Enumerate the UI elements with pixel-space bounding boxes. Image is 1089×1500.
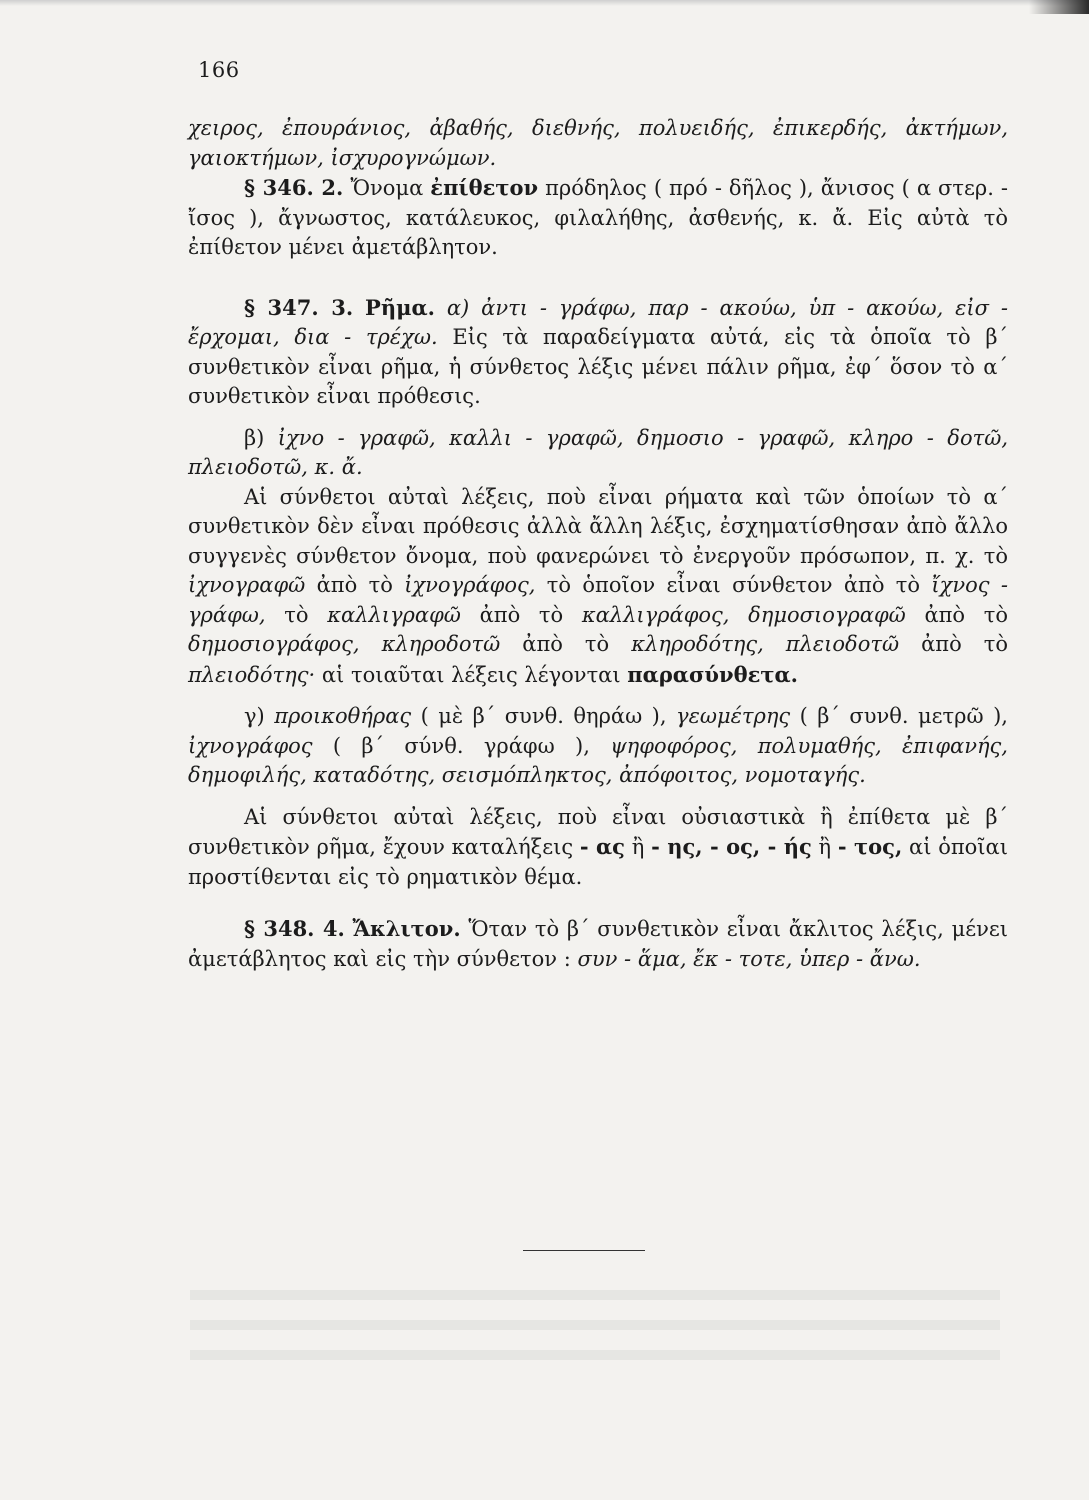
section-divider [523,1250,645,1251]
example-word: καλλιγράφος, δημοσιογραφῶ [581,602,906,627]
example-word: ἰχνογράφος [188,733,313,758]
connector-text: τὸ [284,602,309,627]
connector-text: ἀπὸ τὸ [924,602,1008,627]
connector-or: ἢ [631,835,645,859]
subsection-b-label: β) [244,425,265,450]
parasyntheta-term: παρασύνθετα. [627,661,798,687]
ending-es-os: - ης, - ος, - ής [651,834,812,859]
example-note: ( β΄ σύνθ. γράφω ), [332,733,590,758]
endings-text: αἱ ὁποῖαι προστίθενται εἰς τὸ ρηματικὸν θέμα. [188,835,1008,889]
section-347 [188,293,1008,412]
connector-text: αἱ τοιαῦται λέξεις λέγονται [321,662,621,687]
example-word: προικοθήρας [274,704,412,728]
paragraph-endings [188,803,1008,893]
page-number: 166 [198,58,240,82]
section-347-text: Εἰς τὰ παραδείγματα αὐτά, εἰς τὰ ὁποῖα τὸ β΄ συνθετικὸν εἶναι ρῆμα, ἡ σύνθετος λέξις μένει πάλιν ρῆμα, ἐφ΄ ὅσον τὸ α΄ συνθετικὸν εἶναι πρόθεσις. [188,325,1008,408]
paragraph-word-list [188,114,1008,173]
example-word: καλλιγραφῶ [327,602,461,627]
example-word: ψηφοφόρος, πολυμαθής, ἐπιφανής, δημοφιλής, καταδότης, σεισμόπληκτος, ἀπόφοιτος, νομοταγής. [188,733,1008,787]
section-348-term: Ἄκλιτον. [352,916,461,941]
subsection-b-examples: ἰχνο - γραφῶ, καλλι - γραφῶ, δημοσιο - γραφῶ, κληρο - δοτῶ, πλειοδοτῶ, κ. ἄ. [188,425,1008,479]
ending-tos: - τος, [837,834,903,859]
example-word: κληροδότης, πλειοδοτῶ [631,632,900,656]
section-346-label: Ὄνομα [350,176,424,200]
connector-text: ἀπὸ τὸ [522,632,610,656]
example-word: γεωμέτρης [676,704,791,728]
example-word: πλειοδότης· [188,662,316,687]
example-word: ἰχνογράφος, [404,573,536,597]
parasyntheta-intro: Αἱ σύνθετοι αὐταὶ λέξεις, ποὺ εἶναι ρήματα καὶ τῶν ὁποίων τὸ α΄ συνθετικὸν δὲν εἶναι πρόθεσις ἀλλὰ ἄλλη λέξις, ἐσχηματίσθησαν ἀπὸ ἄλλο συγγενὲς σύνθετον ὄνομα, ποὺ φανερώνει τὸ ἐνεργοῦν πρόσωπον, π. χ. τὸ [188,484,1008,568]
section-346-text: πρόδηλος ( πρό - δῆλος ), ἄνισος ( α στερ. - ἴσος ), ἄγνωστος, κατάλευκος, φιλαλήθης, ἀσθενής, κ. ἄ. Εἰς αὐτὰ τὸ ἐπίθετον μένει ἀμετάβλητον. [188,176,1008,259]
connector-text: ἀπὸ τὸ [921,632,1009,656]
ending-as: - ας [579,834,625,859]
example-note: ( μὲ β΄ συνθ. θηράω ), [420,704,667,728]
word-list-text: χειρος, ἐπουράνιος, ἀβαθής, διεθνής, πολυειδής, ἐπικερδής, ἀκτήμων, γαιοκτήμων, ἰσχυρογνώμων. [188,116,1008,170]
section-348-number: § 348. 4. [244,916,345,941]
example-word: δημοσιογράφος, κληροδοτῶ [188,632,501,656]
example-note: ( β΄ συνθ. μετρῶ ), [799,704,1008,728]
example-word: ἴχνος - γράφω, [188,573,1008,627]
section-348 [188,914,1008,974]
section-346-number: § 346. 2. [244,175,344,200]
section-346-term: ἐπίθετον [430,175,539,200]
section-347-term: Ρῆμα. [365,294,435,320]
subsection-b [188,424,1008,483]
endings-intro: Αἱ σύνθετοι αὐταὶ λέξεις, ποὺ εἶναι οὐσιαστικὰ ἢ ἐπίθετα μὲ β΄ συνθετικὸν ρῆμα, ἔχουν καταλήξεις [188,804,1008,859]
connector-text: ἀπὸ τὸ [316,573,393,597]
connector-or: ἢ [818,835,832,859]
subsection-c-label: γ) [244,704,265,728]
page-body [188,114,1008,974]
paragraph-parasyntheta [188,483,1008,691]
section-347-number: § 347. 3. [244,294,354,320]
section-348-text: Ὅταν τὸ β΄ συνθετικὸν εἶναι ἄκλιτος λέξις, μένει ἀμετάβλητος καὶ εἰς τὴν σύνθετον : [188,917,1008,971]
bleed-through-shading [190,1290,1000,1380]
connector-text: τὸ ὁποῖον εἶναι σύνθετον ἀπὸ τὸ [546,573,921,597]
example-word: ἰχνογραφῶ [188,573,306,597]
scan-corner-shadow [1029,0,1089,14]
section-347-examples: α) ἀντι - γράφω, παρ - ακούω, ὑπ - ακούω, εἰσ - ἔρχομαι, δια - τρέχω. [188,295,1008,349]
connector-text: ἀπὸ τὸ [479,602,564,627]
scan-edge [0,0,1089,6]
subsection-c [188,702,1008,791]
section-348-examples: συν - ἅμα, ἔκ - τοτε, ὑπερ - ἄνω. [577,946,921,971]
section-346 [188,173,1008,263]
